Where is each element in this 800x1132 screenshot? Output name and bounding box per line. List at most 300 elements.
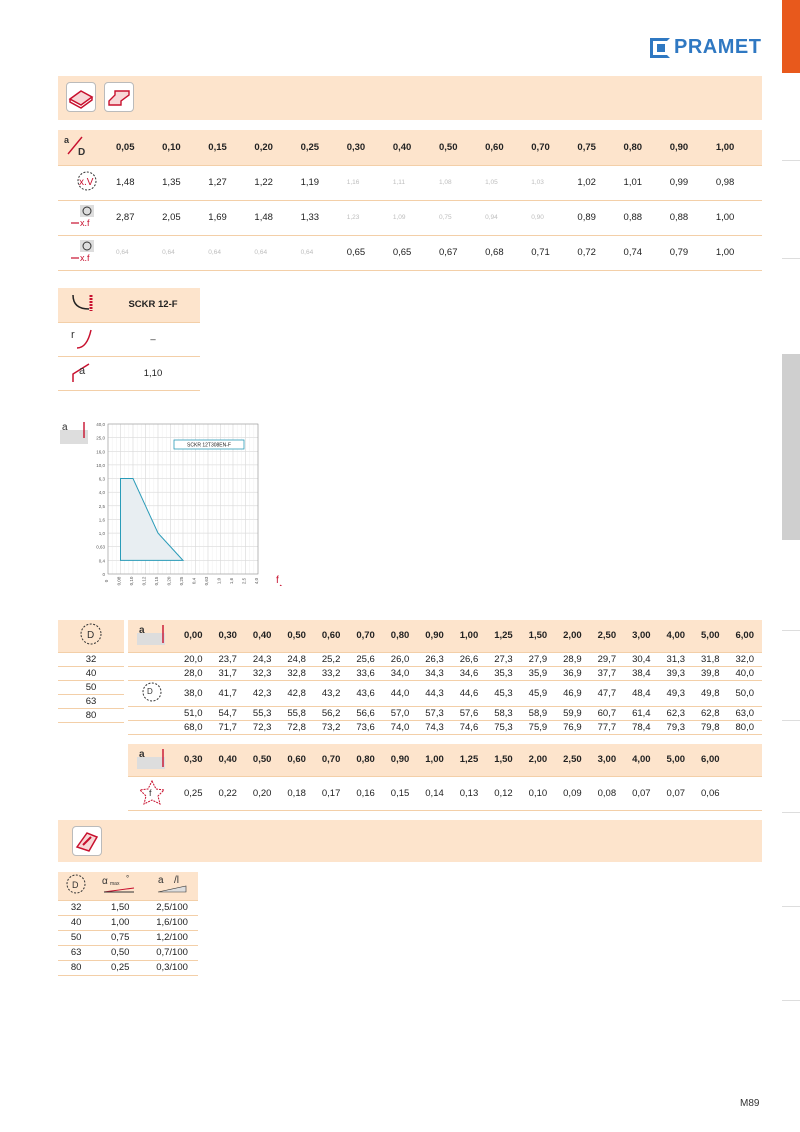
svg-text:a: a	[139, 749, 145, 761]
tab-divider	[782, 906, 800, 907]
effective-diameter-value: 41,7	[210, 680, 244, 706]
effective-diameter-value: 46,9	[555, 680, 589, 706]
xv-factor-icon	[58, 165, 116, 200]
x-tick-label: 0,63	[204, 576, 209, 586]
svg-text:a: a	[79, 364, 86, 377]
table-row	[58, 652, 124, 666]
ap-column-header: 2,00	[521, 744, 555, 776]
effective-diameter-value: 28,0	[176, 666, 210, 680]
section-banner-2	[58, 820, 762, 862]
factor-value: 0,79	[670, 235, 716, 270]
effective-diameter-value: 35,9	[521, 666, 555, 680]
factor-value: 1,11	[393, 165, 439, 200]
ap-D-column-header: 0,40	[393, 130, 439, 165]
row-spacer	[128, 666, 176, 680]
effective-diameter-value: 75,9	[521, 720, 555, 734]
ap-column-header: 0,90	[383, 744, 417, 776]
effective-diameter-value: 44,3	[417, 680, 451, 706]
factor-value: 0,89	[577, 200, 623, 235]
tab-divider	[782, 160, 800, 161]
section-tab-active	[782, 0, 800, 73]
effective-diameter-value: 78,4	[624, 720, 658, 734]
ap-column-header: 1,50	[521, 620, 555, 652]
effective-diameter-value: 36,9	[555, 666, 589, 680]
effective-diameter-value: 24,8	[279, 652, 313, 666]
effective-diameter-value: 30,4	[624, 652, 658, 666]
ramp-value: 40	[58, 915, 94, 930]
ap-D-column-header: 0,60	[485, 130, 531, 165]
effective-diameter-value: 26,6	[452, 652, 486, 666]
corner-radius-value: –	[106, 322, 200, 356]
effective-diameter-value: 62,3	[659, 706, 693, 720]
ap-D-column-header: 0,10	[162, 130, 208, 165]
svg-text:x.f: x.f	[80, 218, 90, 228]
svg-text:a: a	[62, 422, 68, 433]
feed-row	[128, 776, 762, 810]
ramp-value: 50	[58, 930, 94, 945]
factor-value: 1,16	[347, 165, 393, 200]
ramping-table	[58, 872, 198, 976]
x-tick-label: 1,0	[216, 577, 222, 585]
table-row	[58, 900, 198, 915]
effective-diameter-value: 34,6	[452, 666, 486, 680]
table-row	[128, 720, 762, 734]
factor-value: 0,98	[716, 165, 762, 200]
effective-diameter-value: 42,8	[279, 680, 313, 706]
effective-diameter-value: 62,8	[693, 706, 727, 720]
effective-diameter-value: 28,9	[555, 652, 589, 666]
ap-D-column-header: 1,00	[716, 130, 762, 165]
factor-value: 0,64	[116, 235, 162, 270]
y-tick-label: 40,0	[96, 422, 105, 427]
row-spacer	[128, 706, 176, 720]
feed-value: 0,17	[314, 776, 348, 810]
diameter-value: 50	[58, 680, 124, 694]
y-tick-label: 25,0	[96, 435, 105, 441]
ap-D-column-header: 0,25	[301, 130, 347, 165]
factor-value: 0,68	[485, 235, 531, 270]
feed-value: 0,08	[590, 776, 624, 810]
svg-text:°: °	[126, 874, 130, 884]
effective-diameter-value: 68,0	[176, 720, 210, 734]
ap-column-header: 2,00	[555, 620, 589, 652]
factor-value: 0,64	[208, 235, 254, 270]
effective-diameter-value: 74,6	[452, 720, 486, 734]
svg-text:x.f: x.f	[80, 253, 90, 263]
effective-diameter-value: 32,0	[728, 652, 763, 666]
feed-value: 0,07	[624, 776, 658, 810]
ap-column-header: 5,00	[693, 620, 727, 652]
effective-diameter-value: 26,3	[417, 652, 451, 666]
table-row	[128, 666, 762, 680]
effective-diameter-value: 38,0	[176, 680, 210, 706]
y-tick-label: 4,0	[98, 490, 105, 496]
effective-diameter-value: 51,0	[176, 706, 210, 720]
svg-text:D: D	[147, 686, 153, 696]
ramp-value: 0,50	[94, 945, 146, 960]
ap-column-header: 0,80	[348, 744, 382, 776]
factor-value: 1,01	[624, 165, 670, 200]
table-row	[58, 666, 124, 680]
feed-value: 0,16	[348, 776, 382, 810]
x-tick-label: 0,20	[166, 576, 172, 586]
insert-designation: SCKR 12-F	[106, 288, 200, 322]
factor-value: 0,64	[254, 235, 300, 270]
face-milling-icon	[66, 82, 96, 112]
ap-column-header: 0,90	[417, 620, 451, 652]
empty-cell	[728, 776, 763, 810]
effective-diameter-value: 59,9	[555, 706, 589, 720]
factor-value: 0,74	[624, 235, 670, 270]
ap-column-header: 4,00	[659, 620, 693, 652]
ap-over-D-icon	[58, 130, 116, 165]
section-banner	[58, 76, 762, 120]
table-row	[58, 694, 124, 708]
ap-D-column-header: 0,05	[116, 130, 162, 165]
factor-value: 0,67	[439, 235, 485, 270]
ap-column-header: 0,40	[245, 620, 279, 652]
effective-diameter-value: 32,8	[279, 666, 313, 680]
factor-value: 0,65	[347, 235, 393, 270]
ap-header-row-2	[128, 744, 762, 776]
tab-divider	[782, 720, 800, 721]
effective-diameter-value: 55,3	[245, 706, 279, 720]
ap-column-header: 0,40	[210, 744, 244, 776]
table-row	[128, 680, 762, 706]
factor-value: 1,69	[208, 200, 254, 235]
svg-text:D: D	[72, 880, 79, 891]
ramp-value: 0,25	[94, 960, 146, 975]
svg-text:a: a	[64, 134, 70, 145]
factor-value: 1,05	[485, 165, 531, 200]
effective-diameter-value: 57,6	[452, 706, 486, 720]
factor-value: 0,88	[670, 200, 716, 235]
feed-value: 0,07	[659, 776, 693, 810]
xf-factor-icon	[58, 200, 116, 235]
ramp-value: 80	[58, 960, 94, 975]
effective-diameter-value: 42,3	[245, 680, 279, 706]
svg-text:α: α	[102, 876, 108, 888]
effective-diameter-value: 39,8	[693, 666, 727, 680]
y-tick-label: 0,4	[98, 558, 105, 564]
ap-column-header: 0,30	[210, 620, 244, 652]
factor-value: 1,00	[716, 200, 762, 235]
effective-diameter-value: 31,3	[659, 652, 693, 666]
effective-diameter-value: 44,6	[452, 680, 486, 706]
effective-diameter-value: 39,3	[659, 666, 693, 680]
effective-diameter-value: 34,0	[383, 666, 417, 680]
effective-diameter-value: 72,3	[245, 720, 279, 734]
effective-diameter-value: 76,9	[555, 720, 589, 734]
ap-column-header: 0,70	[314, 744, 348, 776]
y-tick-label: 6,3	[98, 476, 105, 482]
insert-spec-table	[58, 288, 200, 391]
ap-column-header: 0,80	[383, 620, 417, 652]
ap-column-header: 0,60	[279, 744, 313, 776]
effective-diameter-value: 26,0	[383, 652, 417, 666]
effective-diameter-value: 57,0	[383, 706, 417, 720]
ap-column-header: 1,25	[452, 744, 486, 776]
effective-diameter-value: 79,3	[659, 720, 693, 734]
effective-diameter-value: 61,4	[624, 706, 658, 720]
ramp-angle-icon	[94, 872, 146, 900]
effective-diameter-value: 24,3	[245, 652, 279, 666]
depth-value: 1,10	[106, 356, 200, 390]
factor-value: 0,72	[577, 235, 623, 270]
factor-value: 0,90	[531, 200, 577, 235]
ap-column-header: 1,00	[452, 620, 486, 652]
effective-diameter-value: 58,9	[521, 706, 555, 720]
tab-divider	[782, 258, 800, 259]
effective-diameter-value: 37,7	[590, 666, 624, 680]
effective-diameter-value: 29,7	[590, 652, 624, 666]
svg-text:a: a	[139, 625, 145, 637]
effective-diameter-value: 45,3	[486, 680, 520, 706]
feed-depth-chart	[88, 416, 288, 586]
x-tick-label: 0,08	[116, 576, 122, 586]
svg-text:x.V: x.V	[79, 177, 94, 188]
ramp-value: 1,2/100	[146, 930, 198, 945]
y-tick-label: 1,6	[98, 517, 105, 523]
table-row	[58, 915, 198, 930]
feed-value: 0,18	[279, 776, 313, 810]
diameter-column	[58, 620, 124, 723]
effective-diameter-value: 80,0	[728, 720, 763, 734]
effective-diameter-value: 72,8	[279, 720, 313, 734]
y-tick-label: 2,5	[98, 503, 105, 509]
effective-diameter-value: 57,3	[417, 706, 451, 720]
effective-diameter-value: 54,7	[210, 706, 244, 720]
x-tick-label: 0	[104, 579, 109, 583]
ap-column-header: 5,00	[659, 744, 693, 776]
ap-column-header: 6,00	[728, 620, 763, 652]
factor-value: 1,00	[716, 235, 762, 270]
diameter-value: 32	[58, 652, 124, 666]
effective-diameter-value: 74,3	[417, 720, 451, 734]
ap-column-header: 0,00	[176, 620, 210, 652]
factor-value: 1,27	[208, 165, 254, 200]
effective-diameter-value: 73,2	[314, 720, 348, 734]
factor-value: 1,35	[162, 165, 208, 200]
ap-column-header: 1,25	[486, 620, 520, 652]
ap-axis-icon	[60, 418, 90, 448]
factor-value: 0,65	[393, 235, 439, 270]
x-tick-label: 0,25	[179, 576, 184, 586]
factor-value: 0,64	[162, 235, 208, 270]
table-row	[58, 200, 762, 235]
effective-diameter-value: 34,3	[417, 666, 451, 680]
row-spacer	[128, 652, 176, 666]
effective-diameter-value: 23,7	[210, 652, 244, 666]
ap-header-row	[128, 620, 762, 652]
effective-diameter-value: 63,0	[728, 706, 763, 720]
ap-column-header: 6,00	[693, 744, 727, 776]
table-spacer	[128, 734, 762, 744]
effective-diameter-value: 40,0	[728, 666, 763, 680]
ap-column-header: 0,70	[348, 620, 382, 652]
ap-per-length-icon	[146, 872, 198, 900]
ap-column-header: 2,50	[555, 744, 589, 776]
svg-text:a: a	[158, 875, 164, 887]
effective-diameter-value: 27,3	[486, 652, 520, 666]
table-row	[58, 680, 124, 694]
ap-column-header: 4,00	[624, 744, 658, 776]
y-tick-label: 0,63	[96, 544, 105, 550]
effective-diameter-value: 43,2	[314, 680, 348, 706]
effective-diameter-value: 33,6	[348, 666, 382, 680]
effective-diameter-value: 47,7	[590, 680, 624, 706]
ramp-value: 0,7/100	[146, 945, 198, 960]
factor-value: 1,08	[439, 165, 485, 200]
effective-diameter-value: 79,8	[693, 720, 727, 734]
x-tick-label: 2,5	[241, 577, 247, 585]
ap-D-column-header: 0,20	[254, 130, 300, 165]
table-row	[58, 708, 124, 722]
x-tick-label: 1,6	[229, 577, 234, 585]
factor-value: 1,33	[301, 200, 347, 235]
ap-D-column-header: 0,70	[531, 130, 577, 165]
ap-column-header: 0,50	[245, 744, 279, 776]
effective-diameter-value: 60,7	[590, 706, 624, 720]
factor-value: 0,88	[624, 200, 670, 235]
effective-diameter-value: 33,2	[314, 666, 348, 680]
ap-D-column-header: 0,15	[208, 130, 254, 165]
corner-radius-icon	[58, 322, 106, 356]
feed-value: 0,20	[245, 776, 279, 810]
ap-column-header: 1,50	[486, 744, 520, 776]
factor-value: 0,94	[485, 200, 531, 235]
feed-value: 0,13	[452, 776, 486, 810]
ap-D-column-header: 0,75	[577, 130, 623, 165]
feed-value: 0,06	[693, 776, 727, 810]
factor-value: 1,48	[254, 200, 300, 235]
effective-diameter-icon	[128, 680, 176, 706]
feed-value: 0,15	[383, 776, 417, 810]
effective-diameter-value: 58,3	[486, 706, 520, 720]
svg-text:f: f	[149, 787, 152, 798]
diameter-value: 80	[58, 708, 124, 722]
effective-diameter-value: 32,3	[245, 666, 279, 680]
effective-diameter-value: 31,7	[210, 666, 244, 680]
brand-name: PRAMET	[674, 36, 762, 58]
factor-value: 0,75	[439, 200, 485, 235]
effective-diameter-value: 73,6	[348, 720, 382, 734]
tab-divider	[782, 630, 800, 631]
factor-value: 0,64	[301, 235, 347, 270]
ap-column-header: 0,50	[279, 620, 313, 652]
ramp-value: 1,6/100	[146, 915, 198, 930]
x-tick-label: 0,15	[154, 576, 159, 586]
diameter-value: 40	[58, 666, 124, 680]
ramp-value: 1,00	[94, 915, 146, 930]
ramp-value: 32	[58, 900, 94, 915]
svg-text:r: r	[71, 328, 75, 341]
factor-value: 0,99	[670, 165, 716, 200]
feed-value: 0,12	[486, 776, 520, 810]
table-row	[58, 960, 198, 975]
table-row	[128, 652, 762, 666]
effective-diameter-value: 75,3	[486, 720, 520, 734]
factor-value: 2,87	[116, 200, 162, 235]
x-tick-label: 4,0	[254, 577, 259, 585]
feed-per-tooth-icon	[128, 776, 176, 810]
y-tick-label: 16,0	[96, 449, 105, 455]
ap-column-header: 2,50	[590, 620, 624, 652]
effective-diameter-value: 45,9	[521, 680, 555, 706]
effective-diameter-value: 25,6	[348, 652, 382, 666]
pramet-logo-icon	[650, 38, 670, 58]
ap-D-column-header: 0,80	[624, 130, 670, 165]
table-row	[58, 165, 762, 200]
effective-diameter-value: 27,9	[521, 652, 555, 666]
ap-D-column-header: 0,30	[347, 130, 393, 165]
y-tick-label: 0	[102, 572, 105, 577]
ramp-value: 0,75	[94, 930, 146, 945]
x-tick-label: 0,12	[141, 576, 147, 586]
effective-diameter-value: 20,0	[176, 652, 210, 666]
effective-diameter-value: 77,7	[590, 720, 624, 734]
x-tick-label: 0,10	[129, 576, 134, 586]
effective-diameter-value: 49,8	[693, 680, 727, 706]
insert-edge-icon	[58, 288, 106, 322]
ap-icon	[128, 744, 176, 776]
effective-diameter-value: 38,4	[624, 666, 658, 680]
effective-diameter-value: 49,3	[659, 680, 693, 706]
effective-diameter-value: 25,2	[314, 652, 348, 666]
ramp-value: 1,50	[94, 900, 146, 915]
effective-diameter-value: 44,0	[383, 680, 417, 706]
diameter-icon	[58, 620, 124, 652]
x-tick-label: 0,4	[191, 577, 197, 585]
xf-factor-2-icon	[58, 235, 116, 270]
table-row	[58, 930, 198, 945]
table-row	[58, 945, 198, 960]
y-tick-label: 1,0	[98, 531, 105, 537]
ap-column-header: 0,30	[176, 744, 210, 776]
empty-cell	[728, 744, 763, 776]
y-tick-label: 10,0	[96, 462, 105, 468]
page-number: M89	[740, 1098, 760, 1109]
effective-diameter-value: 55,8	[279, 706, 313, 720]
feed-value: 0,14	[417, 776, 451, 810]
effective-diameter-value: 74,0	[383, 720, 417, 734]
ap-column-header: 1,00	[417, 744, 451, 776]
effective-diameter-value: 43,6	[348, 680, 382, 706]
feed-value: 0,10	[521, 776, 555, 810]
effective-diameter-value: 35,3	[486, 666, 520, 680]
section-tab-grey	[782, 354, 800, 540]
depth-icon	[58, 356, 106, 390]
effective-diameter-value: 31,8	[693, 652, 727, 666]
brand-logo	[650, 36, 761, 59]
ap-column-header: 0,60	[314, 620, 348, 652]
x-axis-label: f	[276, 575, 279, 586]
ap-D-column-header: 0,50	[439, 130, 485, 165]
svg-text:max: max	[110, 881, 120, 888]
ramp-value: 63	[58, 945, 94, 960]
table-row	[128, 706, 762, 720]
svg-text:/l: /l	[174, 875, 180, 887]
svg-text:D: D	[87, 630, 95, 642]
diameter-value: 63	[58, 694, 124, 708]
row-spacer	[128, 720, 176, 734]
effective-diameter-value: 56,6	[348, 706, 382, 720]
factor-value: 2,05	[162, 200, 208, 235]
effective-diameter-value: 48,4	[624, 680, 658, 706]
ap-icon	[128, 620, 176, 652]
factor-value: 0,71	[531, 235, 577, 270]
tab-divider	[782, 812, 800, 813]
